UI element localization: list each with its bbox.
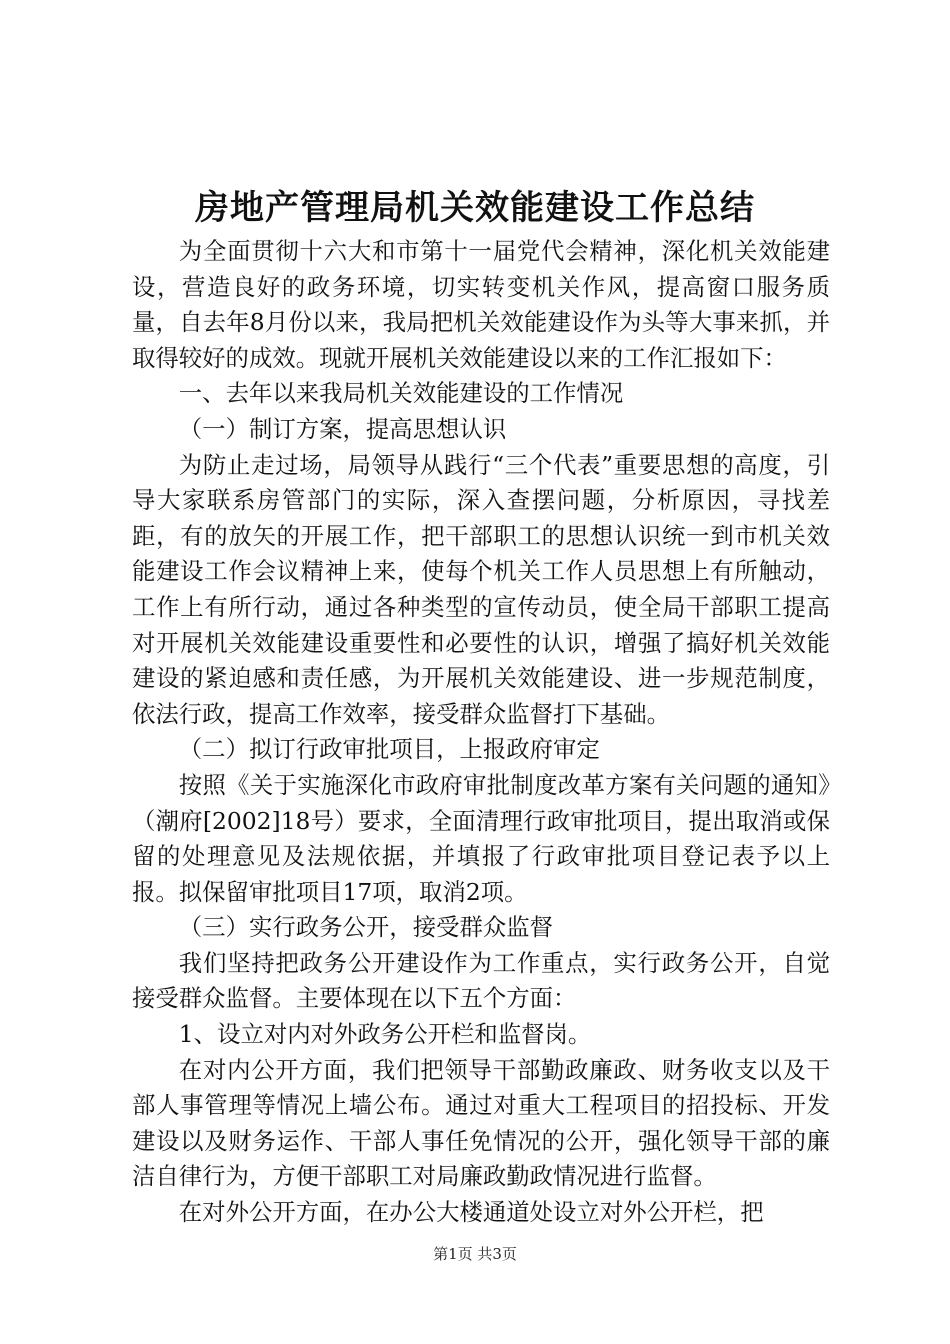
document-title: 房地产管理局机关效能建设工作总结 [195, 188, 755, 228]
subsection-heading-2: （二）拟订行政审批项目，上报政府审定 [178, 735, 600, 764]
subsection-heading-3: （三）实行政务公开，接受群众监督 [178, 913, 554, 942]
paragraph-body: 在对内公开方面，我们把领导干部勤政廉政、财务收支以及干部人事管理等情况上墙公布。通过对重大工程项目的招投标、开发建设以及财务运作、干部人事任免情况的公开，强化领导干部的廉洁自律行为，方便干部职工对局廉政勤政情况进行监督。 [132, 1055, 830, 1191]
paragraph-body: 在对外公开方面，在办公大楼通道处设立对外公开栏，把 [178, 1198, 764, 1227]
paragraph-body: 按照《关于实施深化市政府审批制度改革方案有关问题的通知》（潮府[2002]18号）要求，全面清理行政审批项目，提出取消或保留的处理意见及法规依据，并填报了行政审批项目登记表予以上报。拟保留审批项目17项，取消2项。 [132, 770, 830, 906]
document-body [132, 234, 830, 1231]
paragraph-intro: 为全面贯彻十六大和市第十一届党代会精神，深化机关效能建设，营造良好的政务环境，切实转变机关作风，提高窗口服务质量，自去年8月份以来，我局把机关效能建设作为头等大事来抓，并取得较好的成效。现就开展机关效能建设以来的工作汇报如下： [132, 237, 830, 372]
paragraph-body: 为防止走过场，局领导从践行“三个代表”重要思想的高度，引导大家联系房管部门的实际，深入查摆问题，分析原因，寻找差距，有的放矢的开展工作，把干部职工的思想认识统一到市机关效能建设工作会议精神上来，使每个机关工作人员思想上有所触动，工作上有所行动，通过各种类型的宣传动员，使全局干部职工提高对开展机关效能建设重要性和必要性的认识，增强了搞好机关效能建设的紧迫感和责任感，为开展机关效能建设、进一步规范制度，依法行政，提高工作效率，接受群众监督打下基础。 [132, 450, 830, 728]
subsection-heading-1: （一）制订方案，提高思想认识 [178, 414, 507, 443]
section-heading-1: 一、去年以来我局机关效能建设的工作情况 [178, 379, 624, 408]
list-item-heading: 1、设立对内对外政务公开栏和监督岗。 [178, 1020, 592, 1049]
page-footer: 第1页 共3页 [433, 1245, 517, 1263]
paragraph-body: 我们坚持把政务公开建设作为工作重点，实行政务公开，自觉接受群众监督。主要体现在以下五个方面： [132, 948, 830, 1013]
